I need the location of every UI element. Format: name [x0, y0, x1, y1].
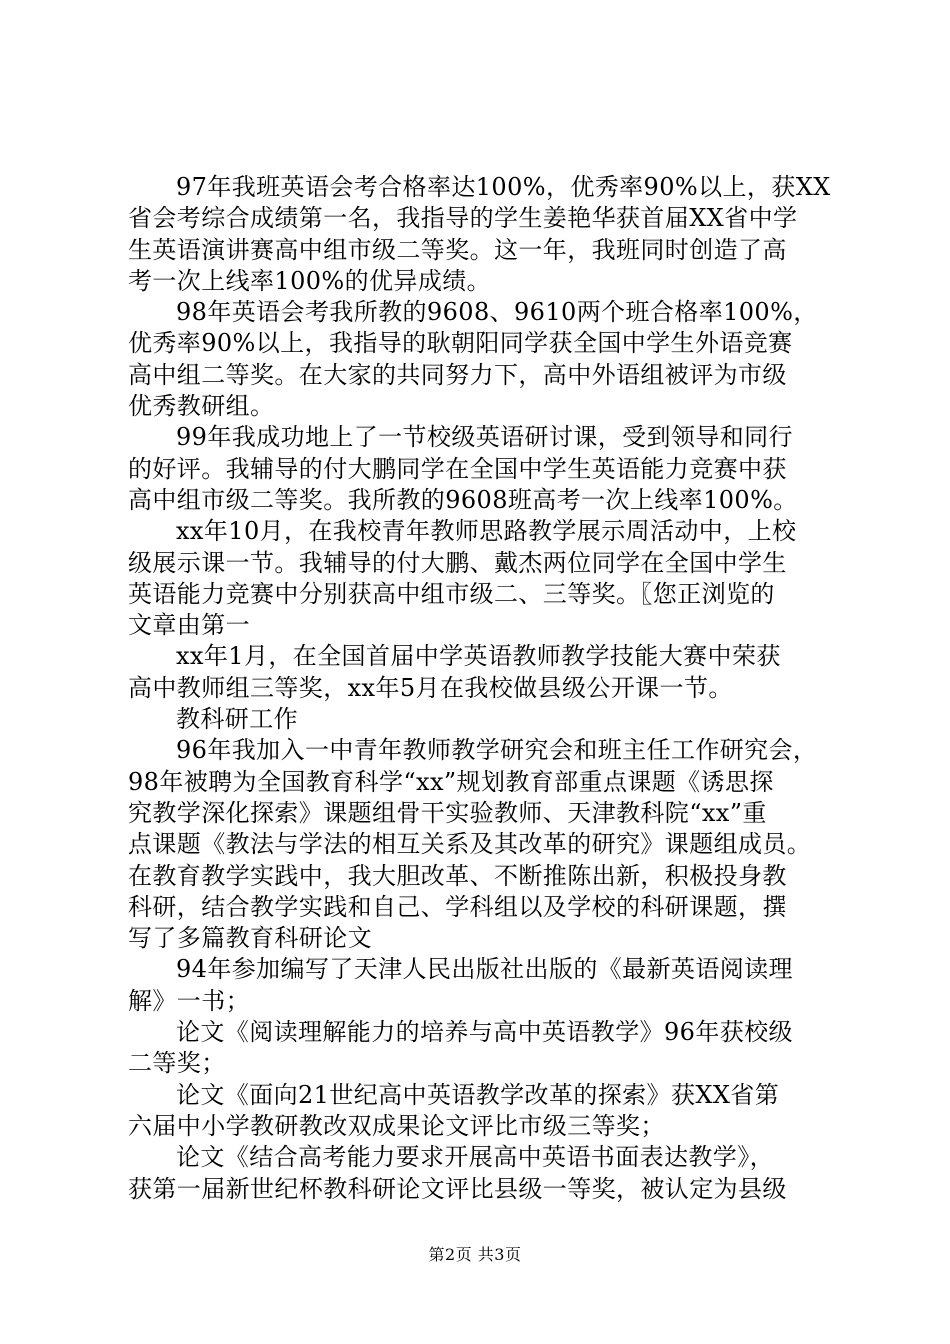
document-body: [128, 172, 840, 1205]
text-line: 六届中小学教研教改双成果论文评比市级三等奖；: [128, 1111, 665, 1140]
page-footer: 第2页 共3页: [428, 1245, 522, 1264]
text-line: 94年参加编写了天津人民出版社出版的《最新英语阅读理: [176, 955, 793, 984]
text-line: 教科研工作: [176, 705, 298, 734]
text-line: 优秀率90%以上，我指导的耿朝阳同学获全国中学生外语竞赛: [128, 329, 793, 358]
text-line: 科研，结合教学实践和自己、学科组以及学校的科研课题，撰: [128, 892, 787, 921]
paragraph-3: [128, 422, 840, 516]
text-line: 论文《结合高考能力要求开展高中英语书面表达教学》，: [176, 1143, 774, 1172]
text-line: 解》一书；: [128, 986, 250, 1015]
section-heading: [128, 704, 840, 735]
text-line: 点课题《教法与学法的相互关系及其改革的研究》课题组成员。: [128, 830, 812, 859]
text-line: 究教学深化探索》课题组骨干实验教师、天津教科院“xx”重: [128, 798, 767, 827]
text-line: 98年被聘为全国教育科学“xx”规划教育部重点课题《诱思探: [128, 767, 774, 796]
text-line: 96年我加入一中青年教师教学研究会和班主任工作研究会，: [176, 736, 818, 765]
text-line: 写了多篇教育科研论文: [128, 924, 372, 953]
paragraph-1: [128, 172, 840, 297]
paragraph-2: [128, 297, 840, 422]
paragraph-5: [128, 641, 840, 704]
paragraph-10: [128, 1142, 840, 1205]
text-line: 论文《阅读理解能力的培养与高中英语教学》96年获校级: [176, 1018, 793, 1047]
paragraph-8: [128, 1017, 840, 1080]
text-line: 生英语演讲赛高中组市级二等奖。这一年，我班同时创造了高: [128, 235, 787, 264]
text-line: 考一次上线率100%的优异成绩。: [128, 266, 492, 295]
text-line: xx年10月，在我校青年教师思路教学展示周活动中，上校: [176, 517, 797, 546]
text-line: 在教育教学实践中，我大胆改革、不断推陈出新，积极投身教: [128, 861, 787, 890]
paragraph-7: [128, 954, 840, 1017]
text-line: 高中组市级二等奖。我所教的9608班高考一次上线率100%。: [128, 485, 798, 514]
text-line: 论文《面向21世纪高中英语教学改革的探索》获XX省第: [176, 1080, 780, 1109]
text-line: 的好评。我辅导的付大鹏同学在全国中学生英语能力竞赛中获: [128, 454, 787, 483]
text-line: 级展示课一节。我辅导的付大鹏、戴杰两位同学在全国中学生: [128, 548, 787, 577]
text-line: 获第一届新世纪杯教科研论文评比县级一等奖，被认定为县级: [128, 1174, 787, 1203]
text-line: 98年英语会考我所教的9608、9610两个班合格率100%，: [176, 298, 818, 327]
paragraph-9: [128, 1080, 840, 1143]
paragraph-6: [128, 735, 840, 954]
text-line: 99年我成功地上了一节校级英语研讨课，受到领导和同行: [176, 423, 793, 452]
text-line: 英语能力竞赛中分别获高中组市级二、三等奖。〖您正浏览的: [128, 579, 775, 608]
text-line: 优秀教研组。: [128, 392, 275, 421]
text-line: 省会考综合成绩第一名，我指导的学生姜艳华获首届XX省中学: [128, 204, 798, 233]
text-line: 高中组二等奖。在大家的共同努力下，高中外语组被评为市级: [128, 360, 787, 389]
text-line: 高中教师组三等奖，xx年5月在我校做县级公开课一节。: [128, 673, 733, 702]
text-line: 二等奖；: [128, 1049, 226, 1078]
text-line: xx年1月，在全国首届中学英语教师教学技能大赛中荣获: [176, 642, 781, 671]
text-line: 文章由第一: [128, 611, 250, 640]
text-line: 97年我班英语会考合格率达100%，优秀率90%以上，获XX: [176, 173, 831, 201]
paragraph-4: [128, 516, 840, 641]
